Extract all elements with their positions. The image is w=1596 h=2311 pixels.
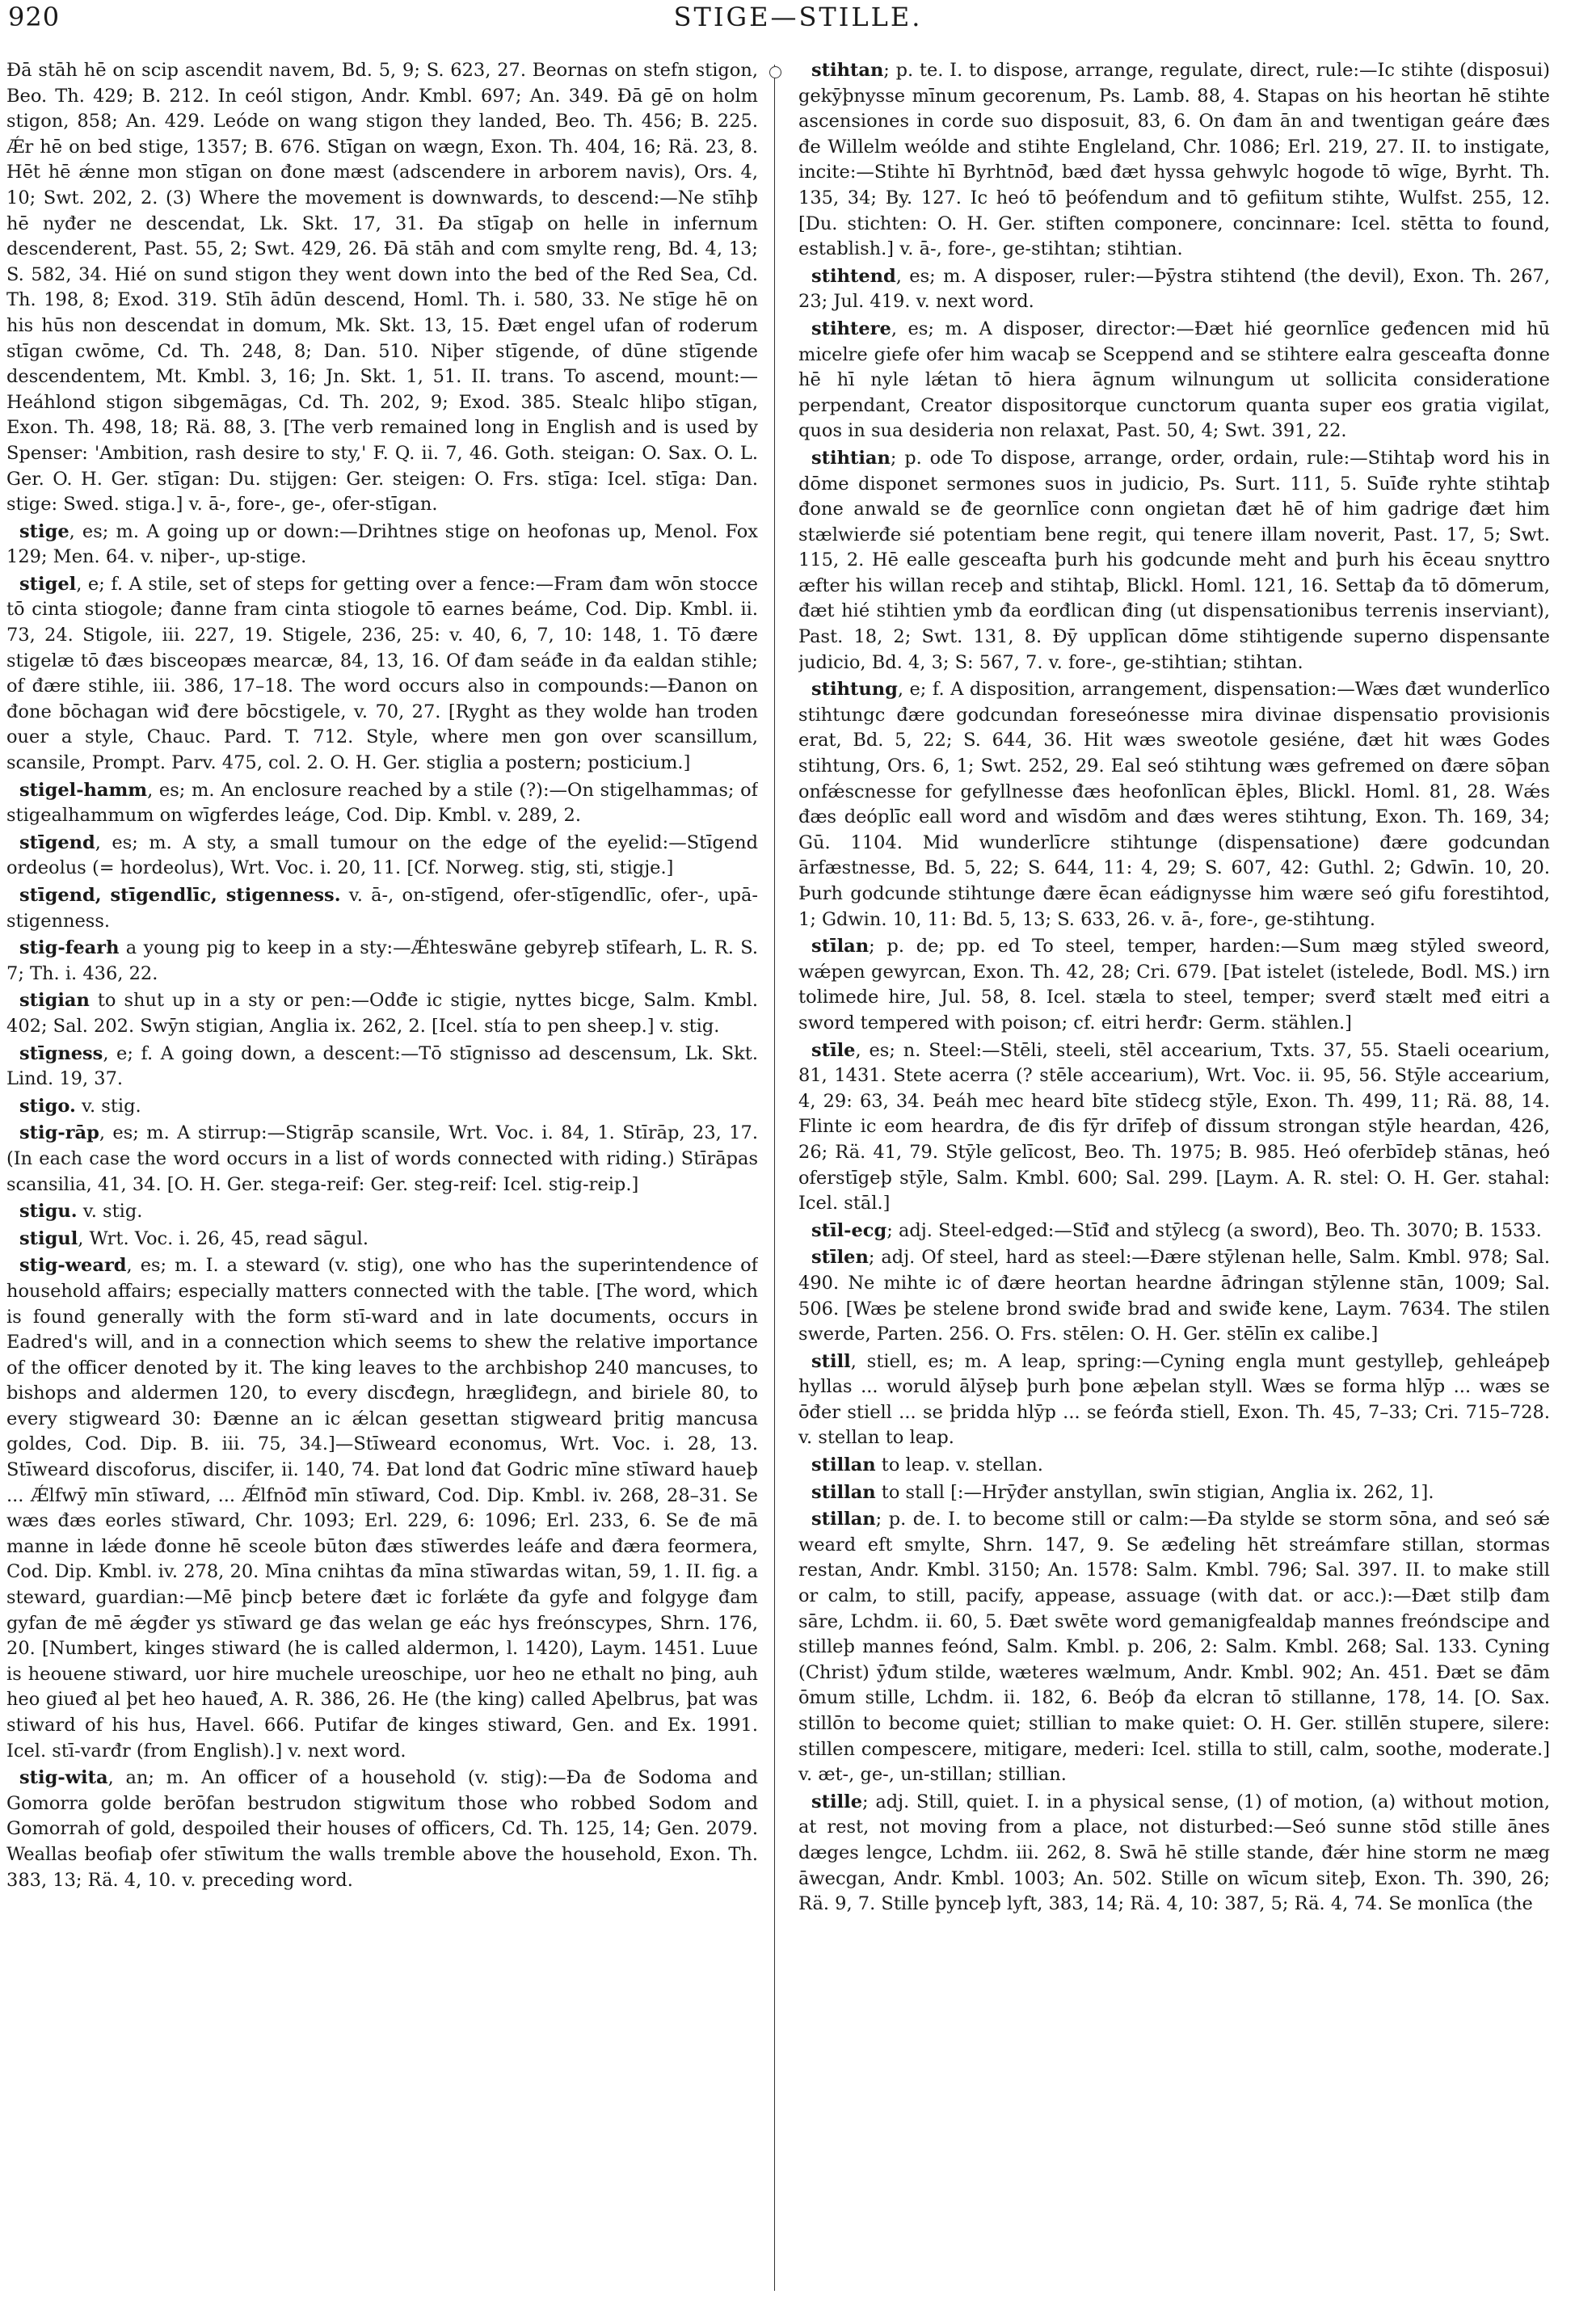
- dictionary-entry: [6, 1766, 758, 1893]
- entry-headword: stihtend: [811, 265, 896, 287]
- entry-definition: , es; m. An enclosure reached by a stile (?):—On stigelhammas; of stigealhammum on wīgferdes leáge, Cod. Dip. Kmbl. v. 289, 2.: [6, 779, 758, 827]
- entry-definition: , es; m. I. a steward (v. stig), one who has the superintendence of household affairs; especially matters connected with the table. [The word, which is found generally with the form stī-ward and in late documents, occurs in Eadred's will, and in a connection which seems to shew the relative importance of the officer denoted by it. The king leaves to the archbishop 240 mancuses, to bishops and aldermen 120, to every discđegn, hrægliđegn, and biriele 80, to every stigweard 30: Đænne an ic ǽlcan gesettan stigweard þritig mancusa goldes, Cod. Dip. B. iii. 75, 34.]—Stīweard economus, Wrt. Voc. i. 28, 13. Stīweard discoforus, discifer, ii. 140, 74. Đat lond đat Godric mīne stīward haueþ ... Ǽlfwȳ mīn stīward, ... Ǽlfnōđ mīn stīward, Cod. Dip. Kmbl. iv. 268, 28–31. Se wæs đæs eorles stīward, Chr. 1093; Erl. 229, 6: 1096; Erl. 233, 6. Se đe mā manne in lǽde đonne hē sceole būton đæs stīwerdes leáfe and đæra feormera, Cod. Dip. Kmbl. iv. 278, 20. Mīna cnihtas đa mīna stīwardas witan, 59, 1. II. fig. a steward, guardian:—Mē þincþ betere đæt ic forlǽte đa gyfe and folgyge đam gyfan đe mē ǽgđer ys stīward ge đas welan ge eác hys freónscypes, Shrn. 176, 20. [Numbert, kinges stiward (he is called aldermon, l. 1420), Laym. 1451. Luue is heouene stiward, uor hire muchele ureoschipe, uor heo ne ethalt no þing, auh heo giueđ al þet heo haueđ, A. R. 386, 26. He (the king) called Aþelbrus, þat was stiward of his hus, Havel. 666. Putifar đe kinges stiward, Gen. and Ex. 1991. Icel. stī-varđr (from English).] v. next word.: [6, 1255, 758, 1762]
- entry-headword: stīlen: [811, 1247, 869, 1269]
- entry-definition: , stiell, es; m. A leap, spring:—Cyning engla munt gestylleþ, gehleápeþ hyllas ... woruld ālȳseþ þurh þone æþelan styll. Wæs se forma hlȳp ... wæs se ōđer stiell ... se þridda hlȳp ... se feórđa stiell, Exon. Th. 45, 7–33; Cri. 715–728. v. stellan to leap.: [798, 1350, 1550, 1449]
- entry-definition: , es; n. Steel:—Stēli, steeli, stēl accearium, Txts. 37, 55. Staeli ocearium, 81, 1431. Stete acerra (? stēle accearium), Wrt. Voc. ii. 95, 56. Stȳle accearium, 4, 29: 63, 34. Þeáh mec heard bīte stīdecg stȳle, Exon. Th. 499, 11; Rä. 88, 14. Flinte ic eom heardra, đe đis fȳr drīfeþ of đissum strongan stȳle heardan, 426, 26; Rä. 41, 79. Stȳle gelīcost, Beo. Th. 1975; B. 985. Heó oferbīdeþ stānas, heó oferstīgeþ stȳle, Salm. Kmbl. 600; Sal. 299. [Laym. A. R. stel: O. H. Ger. stahal: Icel. stāl.]: [798, 1039, 1550, 1214]
- dictionary-entry: [6, 1227, 758, 1252]
- entry-headword: stīgend: [19, 831, 95, 853]
- dictionary-entry: [6, 1121, 758, 1198]
- dictionary-entry: [6, 831, 758, 882]
- dictionary-entry: [6, 936, 758, 987]
- dictionary-entry: [6, 778, 758, 829]
- entry-definition: ; adj. Steel-edged:—Stīđ and stȳlecg (a sword), Beo. Th. 3070; B. 1533.: [886, 1219, 1542, 1241]
- entry-headword: stīgness: [19, 1042, 103, 1064]
- entry-definition: ; p. te. I. to dispose, arrange, regulate, direct, rule:—Ic stihte (disposui) gekȳþnysse mīnum gecorenum, Ps. Lamb. 88, 4. Stapas on his heortan hē stihte ascensiones in corde suo disposuit, 83, 6. On đam ān and twentigan geáre đæs đe Willelm weólde and stihte Engleland, Chr. 1086; Erl. 219, 27. II. to instigate, incite:—Stihte hī Byrhtnōđ, bæd đæt hyssa gehwylc hogode tō wīge, Byrht. Th. 135, 34; By. 127. Ic heó tō þeófendum and tō gefiitum stihte, Wulfst. 255, 12. [Du. stichten: O. H. Ger. stiften componere, concinnare: Icel. stētta to found, establish.] v. ā-, fore-, ge-stihtan; stihtian.: [798, 60, 1550, 260]
- entry-headword: stille: [811, 1791, 863, 1812]
- dictionary-entry: [6, 1199, 758, 1225]
- entry-definition: , e; f. A disposition, arrangement, dispensation:—Wæs đæt wunderlīco stihtungc đære godcundan foreseónesse mira divinae dispensatio provisionis erat, Bd. 5, 22; S. 644, 36. Hit wæs sweotole gesiéne, đæt hit wæs Godes stihtung, Ors. 6, 1; Swt. 252, 29. Eal seó stihtung wæs gefremed on đære sōþan onfǽscnesse for gefyllnesse đæs heofonlīcan ēþles, Blickl. Homl. 81, 28. Wǽs đæs deóplīc eall word and wīsdōm and đæs weres stihtung, Exon. Th. 169, 34; Gū. 1104. Mid wunderlīcre stihtunge (dispensatione) đære godcundan ārfæstnesse, Bd. 5, 22; S. 644, 11: 4, 29; S. 607, 42: Guthl. 2; Gdwīn. 10, 20. Þurh godcunde stihtunge đære ēcan eádignysse him wære seó gifu forestihtod, 1; Gdwin. 10, 11: Bd. 5, 13; S. 633, 26. v. ā-, fore-, ge-stihtung.: [798, 679, 1550, 930]
- column-divider: [774, 65, 775, 2291]
- entry-headword: stigel: [19, 573, 77, 595]
- entry-headword: stigul: [19, 1227, 78, 1249]
- entry-headword: stihtian: [811, 447, 891, 469]
- entry-headword: stige: [19, 520, 69, 542]
- dictionary-entry: [798, 317, 1550, 444]
- dictionary-entry: [6, 58, 758, 518]
- entry-headword: stīl-ecg: [811, 1219, 887, 1241]
- dictionary-entry: [798, 677, 1550, 932]
- entry-headword: stigu.: [19, 1201, 78, 1223]
- entry-headword: stihtung: [811, 679, 898, 701]
- entry-headword: stig-fearh: [19, 937, 120, 959]
- entry-definition: ; p. de. I. to become still or calm:—Đa stylde se storm sōna, and seó sǽ weard eft smylte, Shrn. 147, 9. Se æđeling hēt streámfare stillan, stormas restan, Andr. Kmbl. 3150; An. 1578: Salm. Kmbl. 796; Sal. 397. II. to make still or calm, to still, pacify, appease, assuage (with dat. or acc.):—Đæt stilþ đam sāre, Lchdm. ii. 60, 5. Đæt swēte word gemanigfealdaþ mannes freóndscipe and stilleþ mannes feónd, Salm. Kmbl. p. 206, 2: Salm. Kmbl. 268; Sal. 133. Cyning (Christ) ȳđum stilde, wæteres wælmum, Andr. Kmbl. 902; An. 451. Đæt se đām ōmum stille, Lchdm. ii. 182, 6. Beóþ đa elcran tō stillanne, 178, 14. [O. Sax. stillōn to become quiet; stillian to make quiet: O. H. Ger. stillēn stupere, silere: stillen compescere, mitigare, mederi: Icel. stilla to still, calm, soothe, moderate.] v. æt-, ge-, un-stillan; stillian.: [798, 1509, 1550, 1786]
- entry-headword: stigo.: [19, 1095, 76, 1117]
- entry-definition: to shut up in a sty or pen:—Odđe ic stigie, nyttes bicge, Salm. Kmbl. 402; Sal. 202. Swȳn stigian, Anglia ix. 262, 2. [Icel. stía to pen sheep.] v. stig.: [6, 990, 758, 1037]
- entry-definition: ; p. de; pp. ed To steel, temper, harden:—Sum mæg stȳled sweord, wǽpen gewyrcan, Exon. Th. 42, 28; Cri. 679. [Þat istelet (istelede, Bodl. MS.) irn tolimede hire, Jul. 58, 8. Icel. stæla to steel, temper; sverđ stælt međ eitri a sword tempered with poison; cf. eitri herđr: Germ. stählen.]: [798, 936, 1550, 1033]
- dictionary-entry: [798, 1507, 1550, 1788]
- entry-definition: ; adj. Still, quiet. I. in a physical sense, (1) of motion, (a) without motion, at rest, not moving from a place, not disturbed:—Seó sunne stōd stille ānes dæges lengce, Lchdm. iii. 262, 8. Swā hē stille stande, đǽr hine storm ne mæg āwecgan, Andr. Kmbl. 1003; An. 502. Stille on wīcum siteþ, Exon. Th. 390, 26; Rä. 9, 7. Stille þynceþ lyft, 383, 14; Rä. 4, 10: 387, 5; Rä. 4, 74. Se monlīca (the: [798, 1791, 1550, 1915]
- page-number: 920: [8, 2, 61, 32]
- dictionary-entry: [6, 520, 758, 570]
- entry-headword: stigel-hamm: [19, 779, 148, 801]
- dictionary-entry: [6, 572, 758, 777]
- entry-headword: stig-rāp: [19, 1122, 99, 1144]
- dictionary-entry: [6, 988, 758, 1039]
- entry-definition: , an; m. An officer of a household (v. stig):—Đa đe Sodoma and Gomorra golde berōfan bestrudon stigwitum those who robbed Sodom and Gomorrah of gold, despoiled their houses of officers, Cd. Th. 125, 14; Gen. 2079. Weallas beofiaþ ofer stīwitum the walls tremble above the household, Exon. Th. 383, 13; Rä. 4, 10. v. preceding word.: [6, 1767, 758, 1891]
- dictionary-entry: [6, 1253, 758, 1764]
- dictionary-entry: [798, 1219, 1550, 1244]
- entry-headword: stihtere: [811, 318, 891, 339]
- entry-definition: , es; m. A disposer, director:—Đæt hié geornlīce geđencen mid hū micelre giefe ofer him wacaþ se Sceppend and se stihtere ealra gesceafta đonne hē hī nyle lǽtan tō hiera āgnum wilnungum ut sollicita consideratione perpendant, Creator dispositorque cunctorum quanta super eos gratia vigilat, quos in sua desideria non relaxat, Past. 50, 4; Swt. 391, 22.: [798, 318, 1550, 442]
- dictionary-entry: [798, 446, 1550, 676]
- entry-headword: stīle: [811, 1039, 856, 1061]
- entry-headword: stihtan: [811, 60, 884, 81]
- dictionary-entry: [798, 264, 1550, 315]
- dictionary-entry: [798, 1349, 1550, 1451]
- entry-definition: , es; m. A disposer, ruler:—Þȳstra stihtend (the devil), Exon. Th. 267, 23; Jul. 419. v. next word.: [798, 265, 1550, 313]
- entry-definition: a young pig to keep in a sty:—Ǽhteswāne gebyreþ stīfearh, L. R. S. 7; Th. i. 436, 22.: [6, 937, 758, 984]
- dictionary-entry: [798, 1245, 1550, 1347]
- entry-definition: , es; m. A stirrup:—Stigrāp scansile, Wrt. Voc. i. 84, 1. Stīrāp, 23, 17. (In each case the word occurs in a list of words connected with riding.) Stīrāpas scansilia, 41, 34. [O. H. Ger. stega-reif: Ger. steg-reif: Icel. stig-reip.]: [6, 1122, 758, 1195]
- column-divider-ornament: [769, 66, 781, 78]
- entry-headword: stillan: [811, 1454, 876, 1476]
- entry-headword: stig-weard: [19, 1255, 127, 1277]
- entry-definition: , es; m. A going up or down:—Drihtnes stige on heofonas up, Menol. Fox 129; Men. 64. v. niþer-, up-stige.: [6, 520, 758, 568]
- dictionary-entry: [6, 883, 758, 934]
- entry-definition: , es; m. A sty, a small tumour on the edge of the eyelid:—Stīgend ordeolus (= hordeolus), Wrt. Voc. i. 20, 11. [Cf. Norweg. stig, sti, stigje.]: [6, 831, 758, 879]
- entry-definition: to leap. v. stellan.: [875, 1454, 1043, 1476]
- entry-definition: , e; f. A going down, a descent:—Tō stīgnisso ad descensum, Lk. Skt. Lind. 19, 37.: [6, 1042, 758, 1090]
- entry-headword: stīgend, stīgendlīc, stigenness.: [19, 885, 341, 906]
- entry-headword: stig-wita: [19, 1767, 108, 1789]
- dictionary-entry: [798, 934, 1550, 1036]
- entry-headword: stigian: [19, 990, 90, 1012]
- dictionary-entry: [798, 1790, 1550, 1917]
- entry-definition: v. stig.: [75, 1095, 141, 1117]
- entry-headword: stillan: [811, 1481, 876, 1503]
- entry-definition: v. stig.: [77, 1201, 143, 1223]
- right-column: [798, 58, 1550, 2300]
- entry-definition: Đā stāh hē on scip ascendit navem, Bd. 5, 9; S. 623, 27. Beornas on stefn stigon, Beo. Th. 429; B. 212. In ceól stigon, Andr. Kmbl. 697; An. 349. Đā gē on holm stigon, 858; An. 429. Leóde on wang stigon they landed, Beo. Th. 456; B. 225. Ǽr hē on bed stige, 1357; B. 676. Stīgan on wægn, Exon. Th. 404, 16; Rä. 23, 8. Hēt hē ǽnne mon stīgan on đone mæst (adscendere in arborem navis), Ors. 4, 10; Swt. 202, 2. (3) Where the movement is downwards, to descend:—Ne stīhþ hē nyđer ne descendat, Lk. Skt. 17, 31. Đa stīgaþ on helle in infernum descenderent, Past. 55, 2; Swt. 429, 26. Đā stāh and com smylte reng, Bd. 4, 13; S. 582, 34. Hié on sund stigon they went down into the bed of the Red Sea, Cd. Th. 198, 8; Exod. 319. Stīh ādūn descend, Homl. Th. i. 580, 33. Ne stīge hē on his hūs non descendat in domum, Mk. Skt. 13, 15. Đæt engel ufan of roderum stīgan cwōme, Cd. Th. 248, 8; Dan. 510. Niþer stīgende, of dūne stīgende descendentem, Mt. Kmbl. 3, 16; Jn. Skt. 1, 51. II. trans. To ascend, mount:—Heáhlond stigon sibgemāgas, Cd. Th. 202, 9; Exod. 385. Stealc hliþo stīgan, Exon. Th. 498, 18; Rä. 88, 3. [The verb remained long in English and is used by Spenser: 'Ambition, rash desire to sty,' F. Q. ii. 7, 46. Goth. steigan: O. Sax. O. L. Ger. O. H. Ger. stīgan: Du. stijgen: Ger. steigen: O. Frs. stīga: Icel. stīga: Dan. stige: Swed. stiga.] v. ā-, fore-, ge-, ofer-stīgan.: [6, 60, 758, 516]
- dictionary-entry: [6, 1094, 758, 1120]
- dictionary-entry: [6, 1042, 758, 1092]
- left-column: [6, 58, 758, 2300]
- page-header: [0, 0, 1596, 52]
- dictionary-entry: [798, 1480, 1550, 1506]
- entry-definition: ; adj. Of steel, hard as steel:—Đære stȳlenan helle, Salm. Kmbl. 978; Sal. 490. Ne mihte ic of đære heortan heardne āđringan stȳlenne stān, 1009; Sal. 506. [Wæs þe stelene brond swiđe brad and swiđe kene, Laym. 7634. The stilen swerde, Parten. 256. O. Frs. stēlen: O. H. Ger. stēlīn ex calibe.]: [798, 1247, 1550, 1345]
- entry-definition: , Wrt. Voc. i. 26, 45, read sāgul.: [78, 1227, 369, 1249]
- entry-headword: stillan: [811, 1509, 876, 1530]
- entry-headword: stīlan: [811, 936, 870, 958]
- dictionary-entry: [798, 1453, 1550, 1479]
- dictionary-entry: [798, 1038, 1550, 1217]
- entry-definition: to stall [:—Hrȳđer anstyllan, swīn stigian, Anglia ix. 262, 1].: [875, 1481, 1434, 1503]
- entry-definition: , e; f. A stile, set of steps for getting over a fence:—Fram đam wōn stocce tō cinta stiogole; đanne fram cinta stiogole tō earnes beáme, Cod. Dip. Kmbl. ii. 73, 24. Stigole, iii. 227, 19. Stigele, 236, 25: v. 40, 6, 7, 10: 148, 1. Tō đære stigelæ tō đæs bisceopæs mearcæ, 84, 13, 16. Of đam seáđe in đa ealdan stihle; of đære stihle, iii. 386, 17–18. The word occurs also in compounds:—Đanon on đone bōchagan wiđ đere bōcstigele, v. 70, 27. [Ryght as they wolde han troden ouer a style, Chauc. Pard. T. 712. Style, where men gon over scansillum, scansile, Prompt. Parv. 475, col. 2. O. H. Ger. stiglia a postern; posticium.]: [6, 573, 758, 774]
- entry-headword: still: [811, 1350, 851, 1372]
- dictionary-entry: [798, 58, 1550, 263]
- entry-definition: v. ā-, on-stīgend, ofer-stīgendlīc, ofer-, upā-stigenness.: [6, 885, 758, 932]
- running-head: STIGE—STILLE.: [673, 2, 923, 32]
- entry-definition: ; p. ode To dispose, arrange, order, ordain, rule:—Stihtaþ word his in dōme disponet sermones suos in judicio, Ps. Surt. 111, 5. Suīđe ryhte stihtaþ đone anwald se đe geornlīce conn ongietan đæt hē of him gadrige đæt him stælwierđe sié potentiam bene regit, qui tenere illam noverit, Past. 17, 5; Swt. 115, 2. Hē ealle gesceafta þurh his godcunde meht and þurh his ēceau snyttro æfter his willan receþ and stihtaþ, Blickl. Homl. 121, 16. Settaþ đa tō dōmerum, đæt hié stihtien ymb đa eorđlican đing (ut dispensationibus terrenis inserviant), Past. 18, 2; Swt. 131, 8. Đȳ upplīcan dōme stihtigende superno dispensante judicio, Bd. 4, 3; S: 567, 7. v. fore-, ge-stihtian; stihtan.: [798, 447, 1550, 673]
